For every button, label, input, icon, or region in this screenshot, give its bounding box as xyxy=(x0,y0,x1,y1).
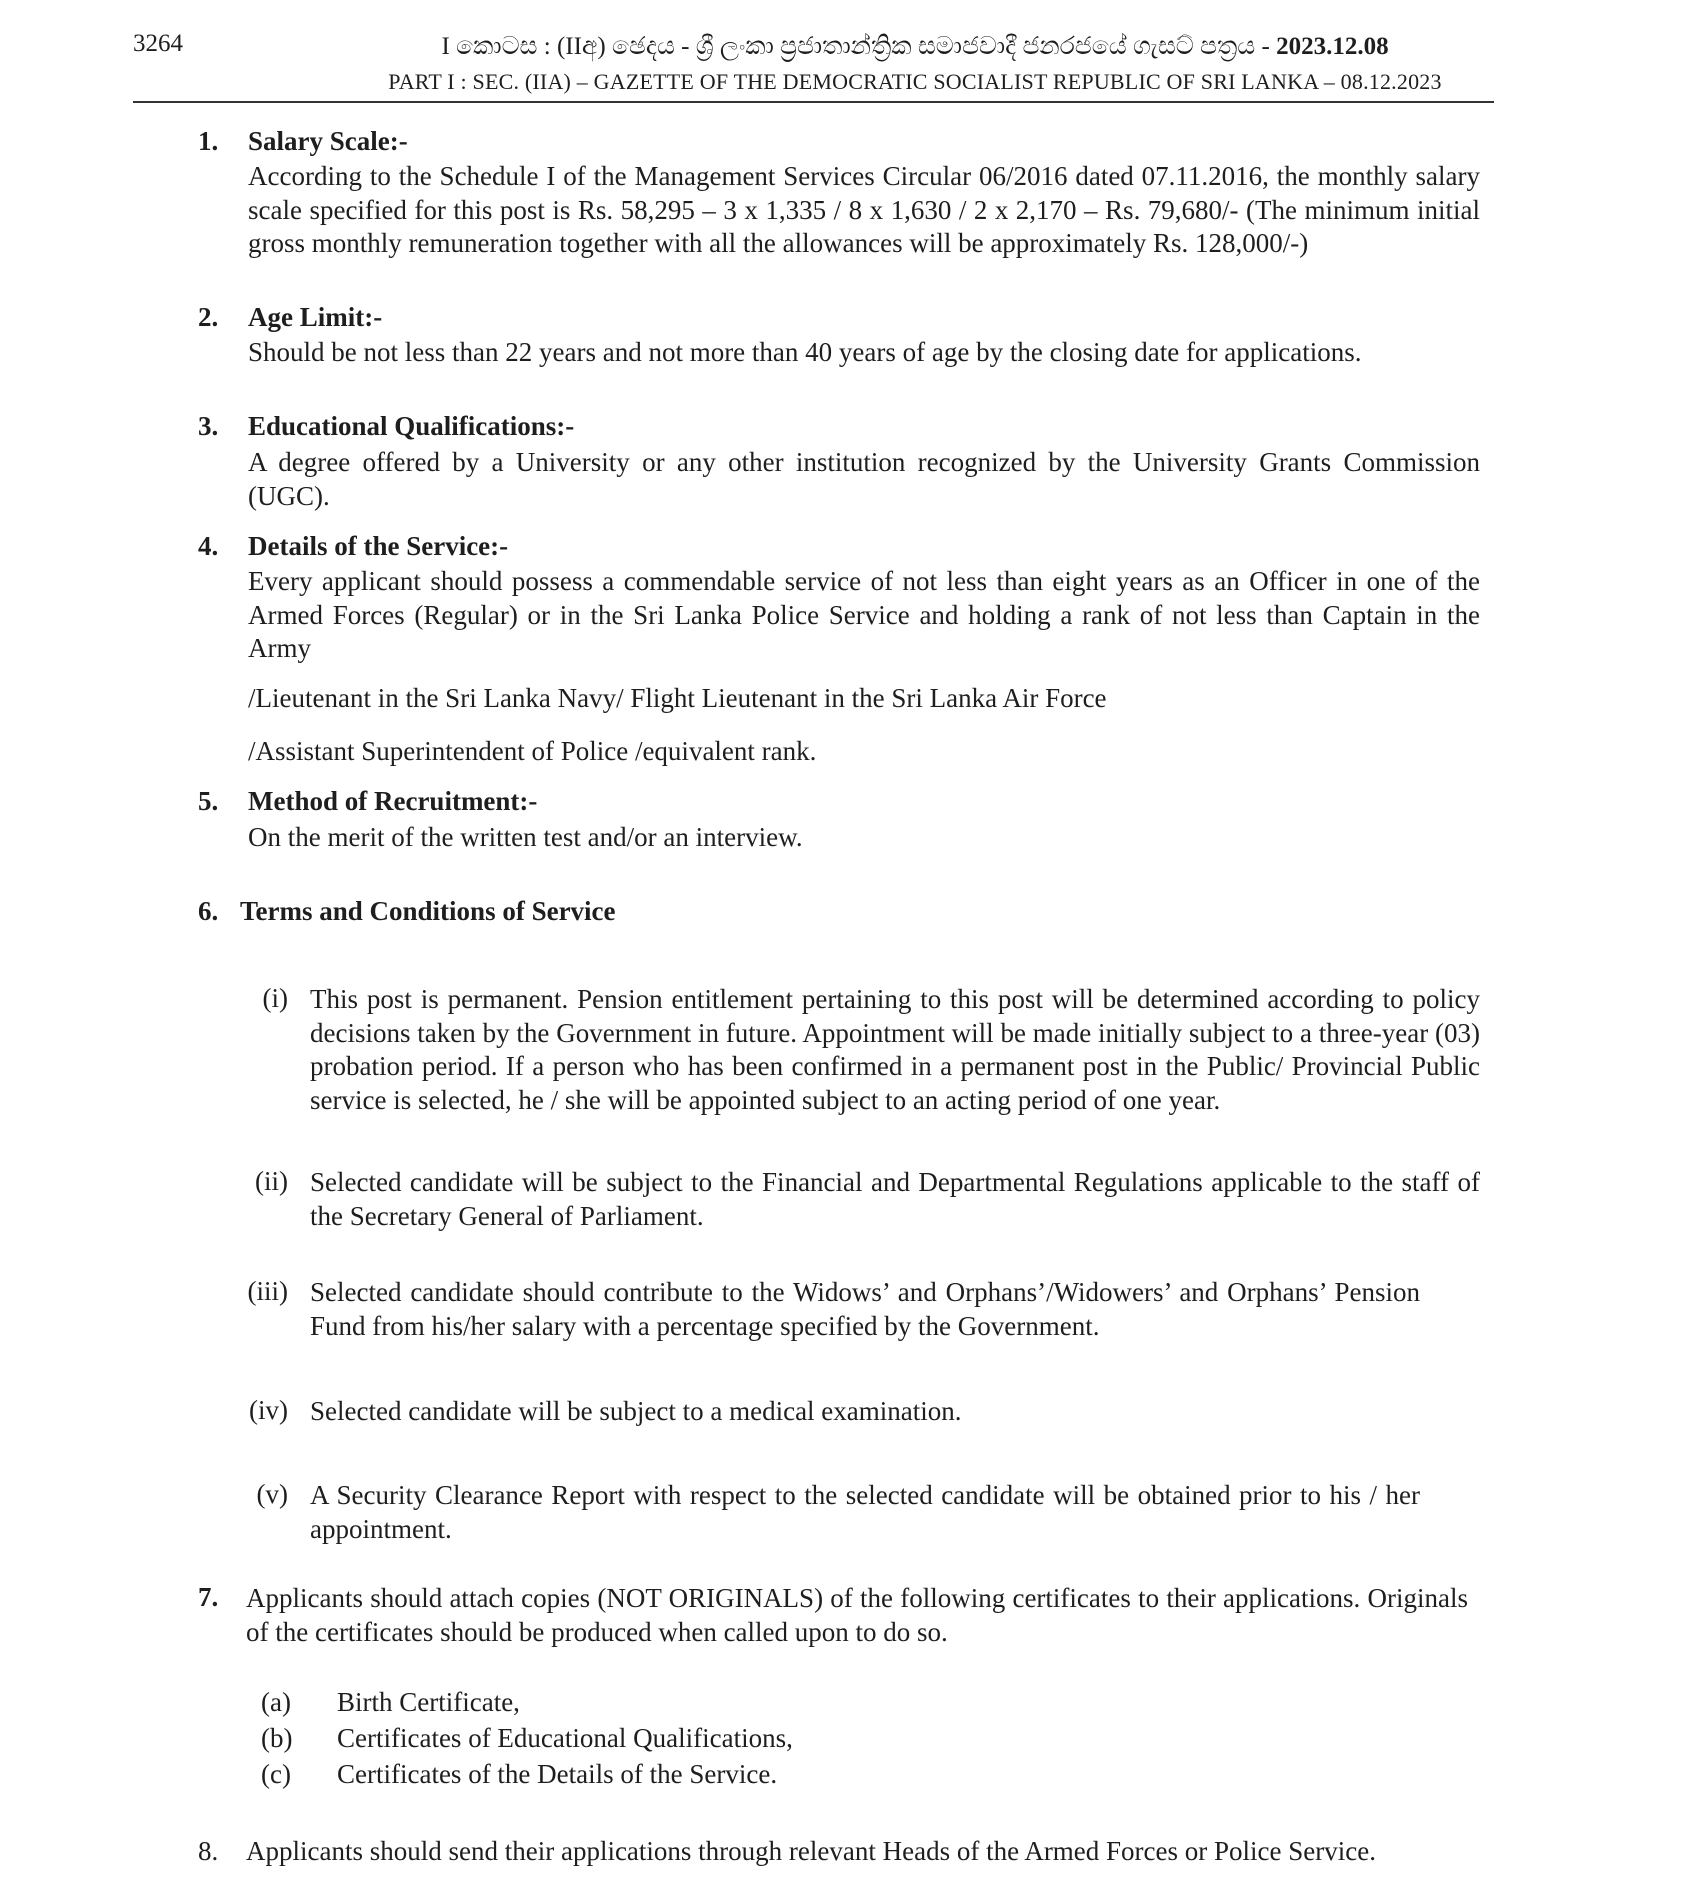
section-heading-salary: Salary Scale:- xyxy=(248,126,408,156)
section-text-service-line3: /Assistant Superintendent of Police /equivalent rank. xyxy=(248,736,817,766)
section-number: 1. xyxy=(198,126,219,156)
section-text-recruitment: On the merit of the written test and/or an interview. xyxy=(248,822,803,852)
item-text: Certificates of the Details of the Service. xyxy=(337,1759,778,1789)
item-label: (c) xyxy=(261,1759,291,1789)
section-number: 5. xyxy=(198,786,219,816)
item-label: (a) xyxy=(261,1687,291,1717)
item-text: Selected candidate will be subject to the Financial and Departmental Regulations applicable to the staff of the Secretary General of Parliament. xyxy=(310,1167,1480,1231)
section-number: 2. xyxy=(198,302,219,332)
item-label: (iv) xyxy=(249,1395,288,1425)
item-label: (b) xyxy=(261,1723,293,1753)
section-text-service: Every applicant should possess a commendable service of not less than eight years as an Officer in one of the Armed Forces (Regular) or in the Sri Lanka Police Service and holding a rank of not less than Captain in the Army xyxy=(248,566,1480,663)
item-text: Certificates of Educational Qualifications, xyxy=(337,1723,793,1753)
item-label: (ii) xyxy=(255,1166,288,1196)
section-number: 3. xyxy=(198,411,219,441)
sinhala-header xyxy=(0,33,1700,61)
section-number: 8. xyxy=(198,1836,219,1866)
section-heading-education: Educational Qualifications:- xyxy=(248,411,575,441)
section-number: 7. xyxy=(198,1582,219,1612)
section-text-service-line2: /Lieutenant in the Sri Lanka Navy/ Flight Lieutenant in the Sri Lanka Air Force xyxy=(248,683,1107,713)
section-heading-age: Age Limit:- xyxy=(248,302,383,332)
item-text: Selected candidate should contribute to the Widows’ and Orphans’/Widowers’ and Orphans’ Pension Fund from his/her salary with a percentage specified by the Government. xyxy=(310,1277,1420,1341)
header-divider xyxy=(133,101,1494,103)
section-text-education: A degree offered by a University or any other institution recognized by the University Grants Commission (UGC). xyxy=(248,447,1480,511)
section-heading-recruitment: Method of Recruitment:- xyxy=(248,786,538,816)
sinhala-date: 2023.12.08 xyxy=(1276,33,1389,60)
section-heading-terms: Terms and Conditions of Service xyxy=(240,896,616,926)
page-number: 3264 xyxy=(133,30,183,57)
english-header: PART I : SEC. (IIA) – GAZETTE OF THE DEMOCRATIC SOCIALIST REPUBLIC OF SRI LANKA – 08.12.2023 xyxy=(388,69,1442,94)
sinhala-title: I කොටස : (IIඅ) ඡෙදය - ශ්‍රී ලංකා ප්‍රජාතාන්ත්‍රික සමාජවාදී ජනරජයේ ගැසට් පත්‍රය - xyxy=(441,33,1270,60)
section-text-certificates: Applicants should attach copies (NOT ORIGINALS) of the following certificates to their applications. Originals of the certificates should be produced when called upon to do so. xyxy=(246,1583,1468,1647)
item-label: (v) xyxy=(256,1479,288,1509)
section-text-age: Should be not less than 22 years and not more than 40 years of age by the closing date for applications. xyxy=(248,337,1362,367)
section-heading-service: Details of the Service:- xyxy=(248,531,509,561)
section-text-salary: According to the Schedule I of the Management Services Circular 06/2016 dated 07.11.2016, the monthly salary scale specified for this post is Rs. 58,295 – 3 x 1,335 / 8 x 1,630 / 2 x 2,170 – Rs. 79,680/- (The minimum initial gross monthly remuneration together with all the allowances will be approximately Rs. 128,000/-) xyxy=(248,161,1480,258)
item-label: (i) xyxy=(262,983,288,1013)
item-text: A Security Clearance Report with respect to the selected candidate will be obtained prior to his / her appointment. xyxy=(310,1480,1420,1544)
item-text: Birth Certificate, xyxy=(337,1687,520,1717)
item-text: This post is permanent. Pension entitlement pertaining to this post will be determined according to policy decisions taken by the Government in future. Appointment will be made initially subject to a three-year (03) probation period. If a person who has been confirmed in a permanent post in the Public/ Provincial Public service is selected, he / she will be appointed subject to an acting period of one year. xyxy=(310,984,1480,1115)
item-label: (iii) xyxy=(247,1276,288,1306)
item-text: Selected candidate will be subject to a medical examination. xyxy=(310,1396,962,1426)
section-number: 4. xyxy=(198,531,219,561)
section-number: 6. xyxy=(198,896,219,926)
section-text-submission: Applicants should send their applications through relevant Heads of the Armed Forces or Police Service. xyxy=(246,1836,1376,1866)
